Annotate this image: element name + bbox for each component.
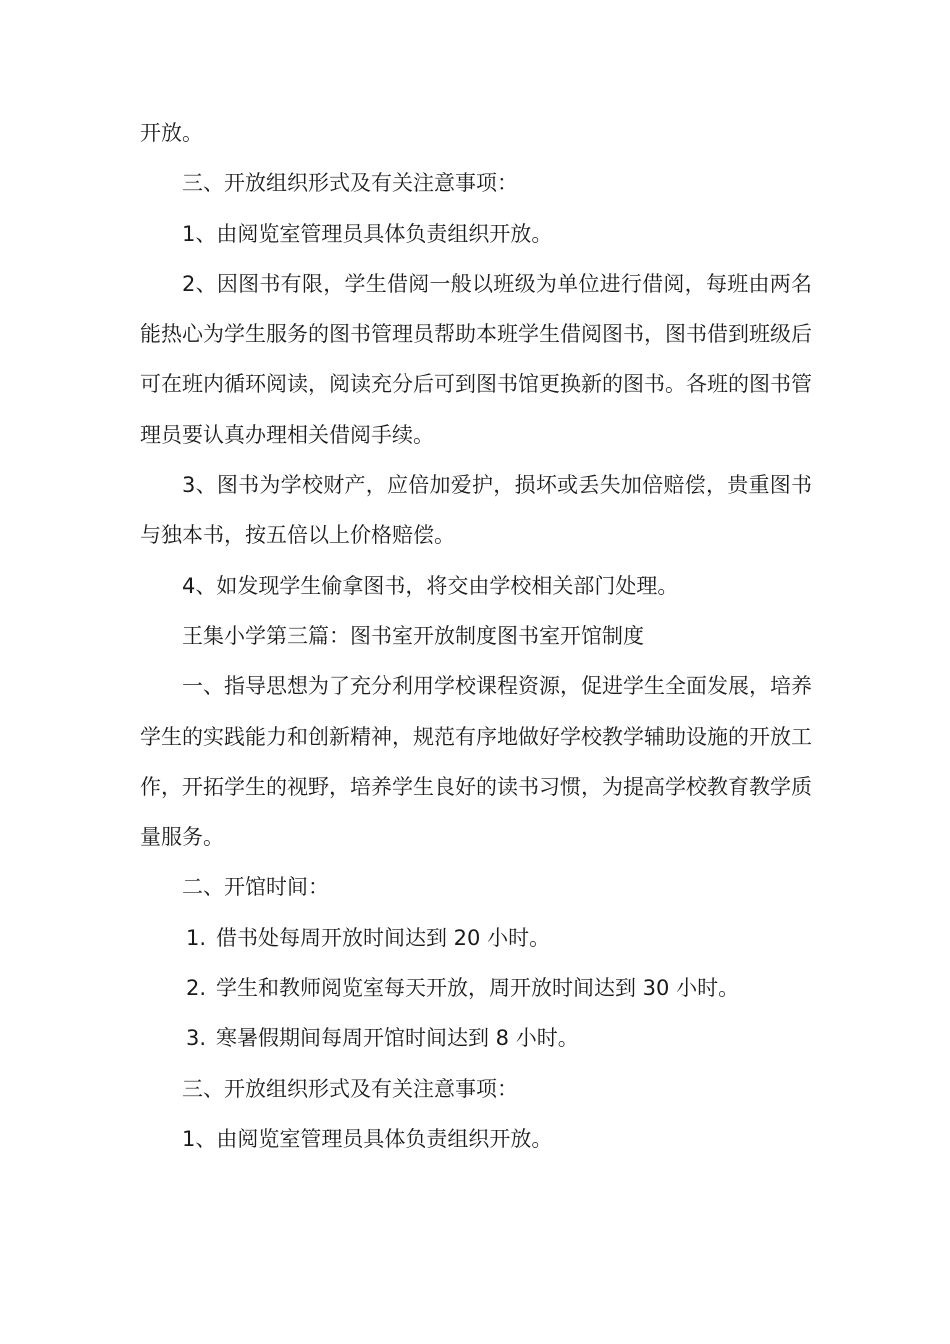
item-3: 3、图书为学校财产，应倍加爱护，损坏或丢失加倍赔偿，贵重图书与独本书，按五倍以上价格赔偿。 [140, 473, 812, 548]
list-number: 3. [186, 1026, 207, 1051]
item-4: 4、如发现学生偷拿图书，将交由学校相关部门处理。 [182, 573, 679, 598]
list-text: 寒暑假期间每周开馆时间达到 8 小时。 [216, 1026, 579, 1051]
list-item [140, 913, 812, 963]
section-heading-1: 一、指导思想为了充分利用学校课程资源，促进学生全面发展，培养学生的实践能力和创新精神，规范有序地做好学校教学辅助设施的开放工作，开拓学生的视野，培养学生良好的读书习惯，为提高学校教育教学质量服务。 [140, 674, 812, 850]
list-item [140, 1013, 812, 1063]
item-1: 1、由阅览室管理员具体负责组织开放。 [182, 221, 553, 246]
list-text: 学生和教师阅览室每天开放，周开放时间达到 30 小时。 [216, 976, 740, 1001]
item-2: 2、因图书有限，学生借阅一般以班级为单位进行借阅，每班由两名能热心为学生服务的图书管理员帮助本班学生借阅图书，图书借到班级后可在班内循环阅读，阅读充分后可到图书馆更换新的图书。各班的图书管理员要认真办理相关借阅手续。 [140, 271, 812, 447]
paragraph-continuation: 开放。 [140, 121, 203, 145]
list-number: 2. [186, 976, 207, 1001]
list-number: 1. [186, 925, 207, 950]
list-text: 借书处每周开放时间达到 20 小时。 [216, 925, 551, 950]
section-heading-3-repeat: 三、开放组织形式及有关注意事项： [182, 1076, 518, 1101]
list-item [140, 963, 812, 1013]
article-title: 王集小学第三篇：图书室开放制度图书室开馆制度 [182, 623, 644, 648]
section-heading-2: 二、开馆时间： [182, 875, 329, 900]
section-heading-3: 三、开放组织形式及有关注意事项： [182, 171, 518, 196]
document-body [140, 108, 812, 1164]
item-1-repeat: 1、由阅览室管理员具体负责组织开放。 [182, 1126, 553, 1151]
